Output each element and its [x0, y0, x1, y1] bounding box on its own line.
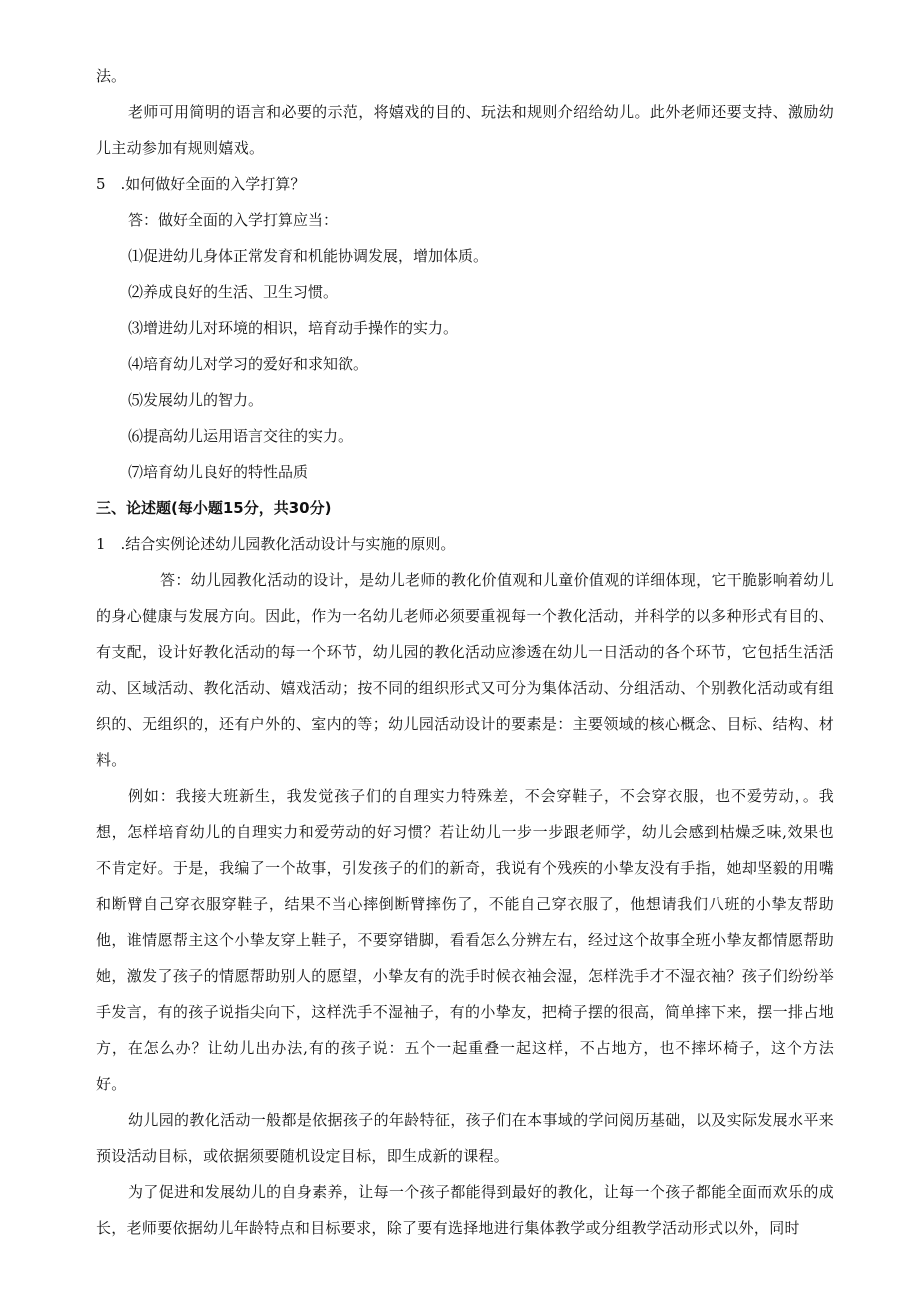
paragraph-activities: 幼儿园的教化活动一般都是依据孩子的年龄特征，孩子们在本事域的学问阅历基础，以及实际发展水平来预设活动目标，或依据须要随机设定目标，即生成新的课程。 [96, 1111, 834, 1165]
answer-5-intro: 答：做好全面的入学打算应当： [128, 211, 339, 229]
question-1: 1 .结合实例论述幼儿园教化活动设计与实施的原则。 [96, 535, 456, 553]
example-paragraph: 例如：我接大班新生，我发觉孩子们的自理实力特殊差，不会穿鞋子，不会穿衣服，也不爱劳动，。我想，怎样培育幼儿的自理实力和爱劳动的好习惯？若让幼儿一步一步跟老师学，幼儿会感到枯燥乏味,效果也不肯定好。于是，我编了一个故事，引发孩子的们的新奇，我说有个残疾的小挚友没有手指，她却坚毅的用嘴和断臂自己穿衣服穿鞋子，结果不当心摔倒断臂摔伤了，不能自己穿衣服了，他想请我们八班的小挚友帮助他，谁情愿帮主这个小挚友穿上鞋子，不要穿错脚，看看怎么分辨左右，经过这个故事全班小挚友都情愿帮助她，激发了孩子的情愿帮助别人的愿望，小挚友有的洗手时候衣袖会湿，怎样洗手才不湿衣袖？孩子们纷纷举手发言，有的孩子说指尖向下，这样洗手不湿袖子，有的小挚友，把椅子摆的很高，简单摔下来，摆一排占地方，在怎么办？让幼儿出办法,有的孩子说：五个一起重叠一起这样，不占地方，也不摔坏椅子，这个方法好。 [96, 787, 834, 1093]
list-item-3: ⑶增进幼儿对环境的相识，培育动手操作的实力。 [128, 319, 459, 337]
paragraph-game-rules: 老师可用简明的语言和必要的示范，将嬉戏的目的、玩法和规则介绍给幼儿。此外老师还要支持、激励幼儿主动参加有规则嬉戏。 [96, 103, 834, 157]
answer-1: 答：幼儿园教化活动的设计，是幼儿老师的教化价值观和儿童价值观的详细体现，它干脆影响着幼儿的身心健康与发展方向。因此，作为一名幼儿老师必须要重视每一个教化活动，并科学的以多种形式有目的、有支配，设计好教化活动的每一个环节，幼儿园的教化活动应渗透在幼儿一日活动的各个环节，它包括生活活动、区域活动、教化活动、嬉戏活动；按不同的组织形式又可分为集体活动、分组活动、个别教化活动或有组织的、无组织的，还有户外的、室内的等；幼儿园活动设计的要素是：主要领域的核心概念、目标、结构、材料。 [96, 571, 834, 769]
list-item-2: ⑵养成良好的生活、卫生习惯。 [128, 283, 339, 301]
list-item-5: ⑸发展幼儿的智力。 [128, 391, 264, 409]
paragraph-fragment: 法。 [96, 67, 127, 85]
list-item-1: ⑴促进幼儿身体正常发育和机能协调发展，增加体质。 [128, 247, 489, 265]
paragraph-development: 为了促进和发展幼儿的自身素养，让每一个孩子都能得到最好的教化，让每一个孩子都能全面而欢乐的成长，老师要依据幼儿年龄特点和目标要求，除了要有选择地进行集体教学或分组教学活动形式以外，同时 [96, 1183, 834, 1237]
list-item-4: ⑷培育幼儿对学习的爱好和求知欲。 [128, 355, 369, 373]
list-item-6: ⑹提高幼儿运用语言交往的实力。 [128, 427, 354, 445]
section-heading: 三、论述题(每小题15分，共30分) [96, 499, 332, 517]
list-item-7: ⑺培育幼儿良好的特性品质 [128, 463, 309, 481]
question-5: 5 .如何做好全面的入学打算？ [96, 175, 306, 193]
